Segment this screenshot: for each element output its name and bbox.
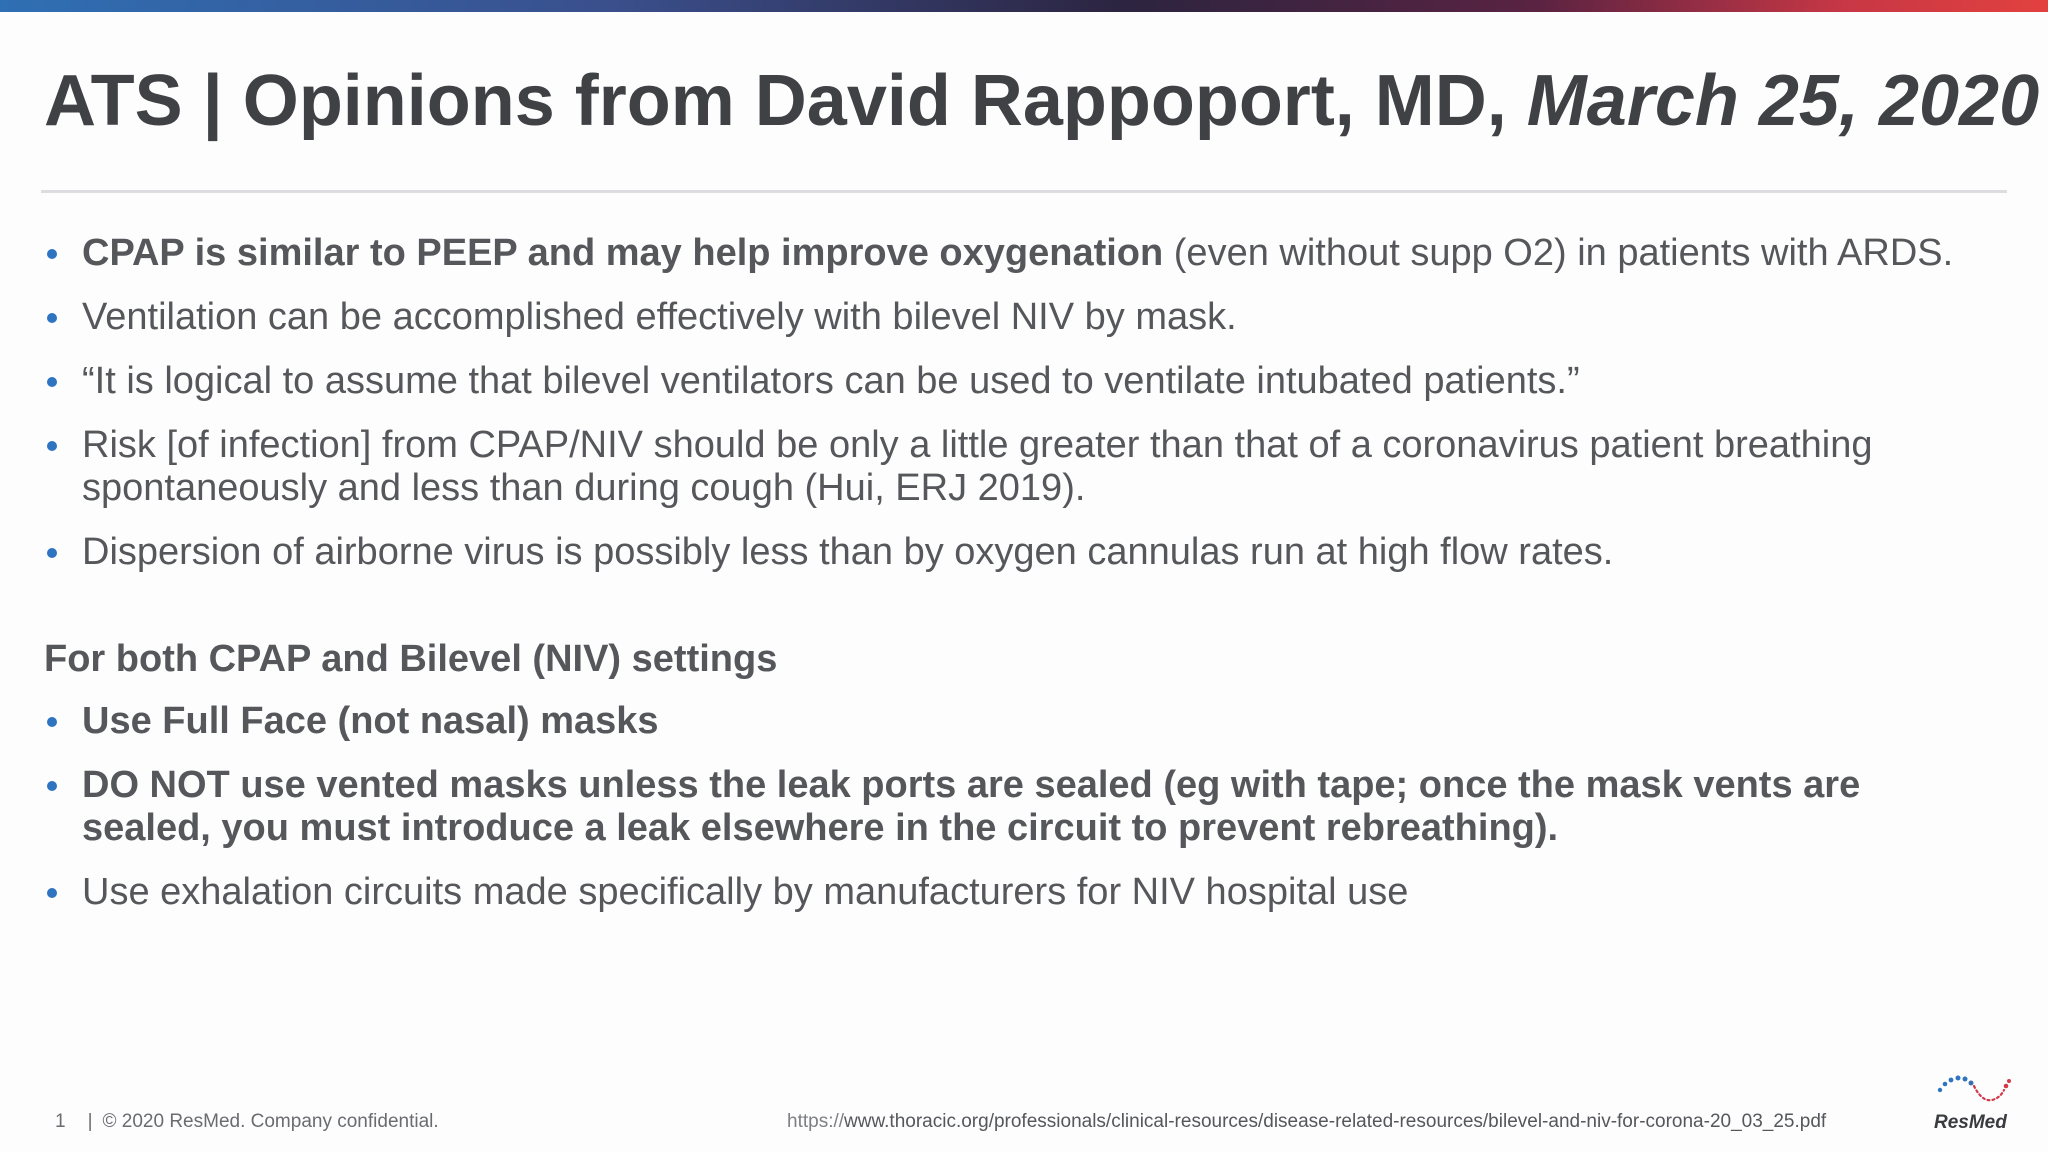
list-item	[44, 531, 1994, 574]
list-item	[44, 232, 1994, 275]
list-item	[44, 871, 1994, 914]
list-item	[44, 360, 1994, 403]
url-protocol: https://	[787, 1111, 845, 1132]
item-bold-text: Use Full Face (not nasal) masks	[82, 700, 659, 742]
resmed-wave-logo-icon	[1930, 1068, 2014, 1112]
copyright-text: © 2020 ResMed. Company confidential.	[102, 1111, 439, 1132]
list-item	[44, 764, 1994, 850]
item-text: Use exhalation circuits made specifically by manufacturers for NIV hospital use	[82, 871, 1409, 913]
page-number: 1	[55, 1111, 66, 1132]
top-gradient-bar	[0, 0, 2048, 12]
settings-list	[44, 700, 1994, 914]
item-text: Ventilation can be accomplished effectively with bilevel NIV by mask.	[82, 296, 1237, 338]
resmed-logo	[1930, 1068, 2014, 1134]
title-divider	[41, 190, 2007, 193]
slide-title	[44, 56, 2040, 146]
list-item	[44, 700, 1994, 743]
item-text: Dispersion of airborne virus is possibly less than by oxygen cannulas run at high flow rates.	[82, 531, 1614, 573]
title-date: March 25, 2020	[1526, 61, 2040, 141]
source-url[interactable]	[787, 1111, 1826, 1133]
opinion-list	[44, 232, 1994, 574]
item-bold-text: DO NOT use vented masks unless the leak ports are sealed (eg with tape; once the mask vents are sealed, you must introduce a leak elsewhere in the circuit to prevent rebreathing).	[82, 764, 1861, 849]
list-item	[44, 296, 1994, 339]
item-text: (even without supp O2) in patients with ARDS.	[1163, 232, 1954, 274]
slide-body	[44, 232, 1994, 935]
title-main: ATS | Opinions from David Rappoport, MD,	[44, 61, 1507, 141]
logo-text: ResMed	[1934, 1112, 2007, 1133]
list-item	[44, 424, 1994, 510]
footer-separator: |	[87, 1111, 93, 1132]
settings-subheading: For both CPAP and Bilevel (NIV) settings	[44, 638, 778, 680]
item-text: “It is logical to assume that bilevel ventilators can be used to ventilate intubated patients.”	[82, 360, 1580, 402]
item-text: Risk [of infection] from CPAP/NIV should be only a little greater than that of a coronavirus patient breathing spontaneously and less than during cough (Hui, ERJ 2019).	[82, 424, 1873, 509]
url-path: www.thoracic.org/professionals/clinical-resources/disease-related-resources/bilevel-and-niv-for-corona-20_03_25.pdf	[844, 1111, 1827, 1132]
item-bold-text: CPAP is similar to PEEP and may help improve oxygenation	[82, 232, 1164, 274]
footer-left	[55, 1111, 439, 1133]
